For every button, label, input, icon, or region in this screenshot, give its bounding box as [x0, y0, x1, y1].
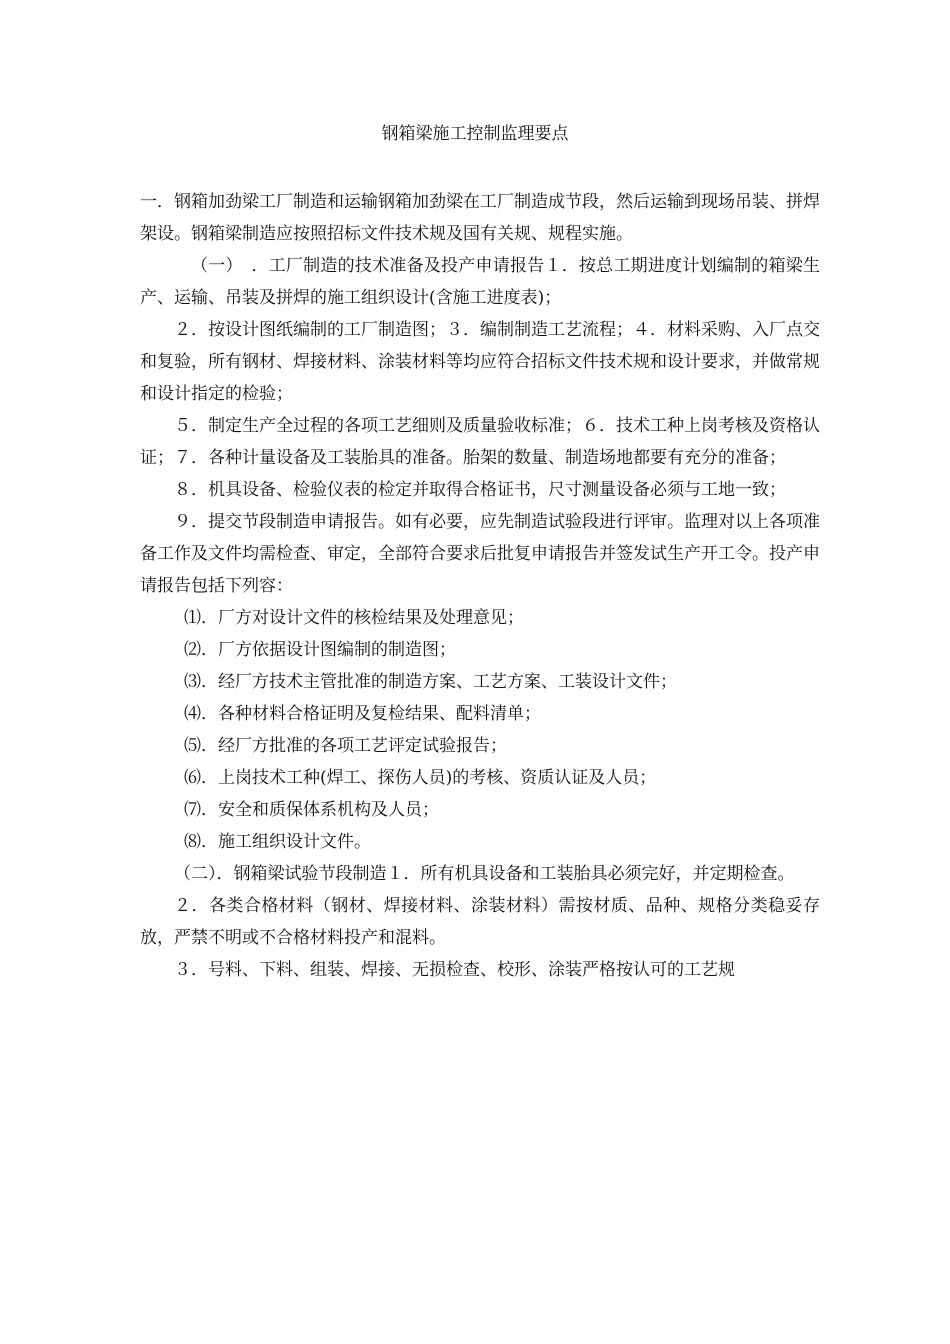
- paragraph-item-9: ９．提交节段制造申请报告。如有必要，应先制造试验段进行评审。监理对以上各项准备工作及文件均需检查、审定，全部符合要求后批复申请报告并签发试生产开工令。投产申请报告包括下列容：: [140, 512, 820, 596]
- list-item: ⑸．经厂方批准的各项工艺评定试验报告；: [184, 736, 507, 756]
- list-item: ⑷．各种材料合格证明及复检结果、配料清单；: [184, 704, 541, 724]
- list-item: ⑴．厂方对设计文件的核检结果及处理意见；: [184, 608, 524, 628]
- paragraph-item-8: ８．机具设备、检验仪表的检定并取得合格证书，尺寸测量设备必须与工地一致；: [174, 480, 786, 500]
- list-item: ⑻．施工组织设计文件。: [184, 832, 371, 852]
- document-body: [140, 186, 820, 986]
- paragraph-intro: 一．钢箱加劲梁工厂制造和运输钢箱加劲梁在工厂制造成节段，然后运输到现场吊装、拼焊架设。钢箱梁制造应按照招标文件技术规及国有关规、规程实施。: [140, 192, 820, 244]
- list-item: ⑶．经厂方技术主管批准的制造方案、工艺方案、工装设计文件；: [184, 672, 677, 692]
- paragraph-item-2-materials: ２．各类合格材料（钢材、焊接材料、涂装材料）需按材质、品种、规格分类稳妥存放，严禁不明或不合格材料投产和混料。: [140, 896, 820, 948]
- paragraph-section-1: （一） ．工厂制造的技术准备及投产申请报告１．按总工期进度计划编制的箱梁生产、运输、吊装及拼焊的施工组织设计(含施工进度表)；: [140, 256, 820, 308]
- paragraph-item-2-4: ２．按设计图纸编制的工厂制造图；３．编制制造工艺流程；４．材料采购、入厂点交和复验，所有钢材、焊接材料、涂装材料等均应符合招标文件技术规和设计要求，并做常规和设计指定的检验；: [140, 320, 820, 404]
- list-item: ⑵．厂方依据设计图编制的制造图；: [184, 640, 456, 660]
- paragraph-item-5-7: ５．制定生产全过程的各项工艺细则及质量验收标准；６．技术工种上岗考核及资格认证；７．各种计量设备及工装胎具的准备。胎架的数量、制造场地都要有充分的准备；: [140, 416, 820, 468]
- document-title: 钢箱梁施工控制监理要点: [381, 124, 569, 144]
- list-item: ⑹．上岗技术工种(焊工、探伤人员)的考核、资质认证及人员；: [184, 768, 657, 788]
- paragraph-item-3-process: ３．号料、下料、组装、焊接、无损检查、校形、涂装严格按认可的工艺规: [174, 960, 735, 980]
- paragraph-section-2: （二）．钢箱梁试验节段制造１．所有机具设备和工装胎具必须完好，并定期检查。: [174, 864, 795, 884]
- list-item: ⑺．安全和质保体系机构及人员；: [184, 800, 439, 820]
